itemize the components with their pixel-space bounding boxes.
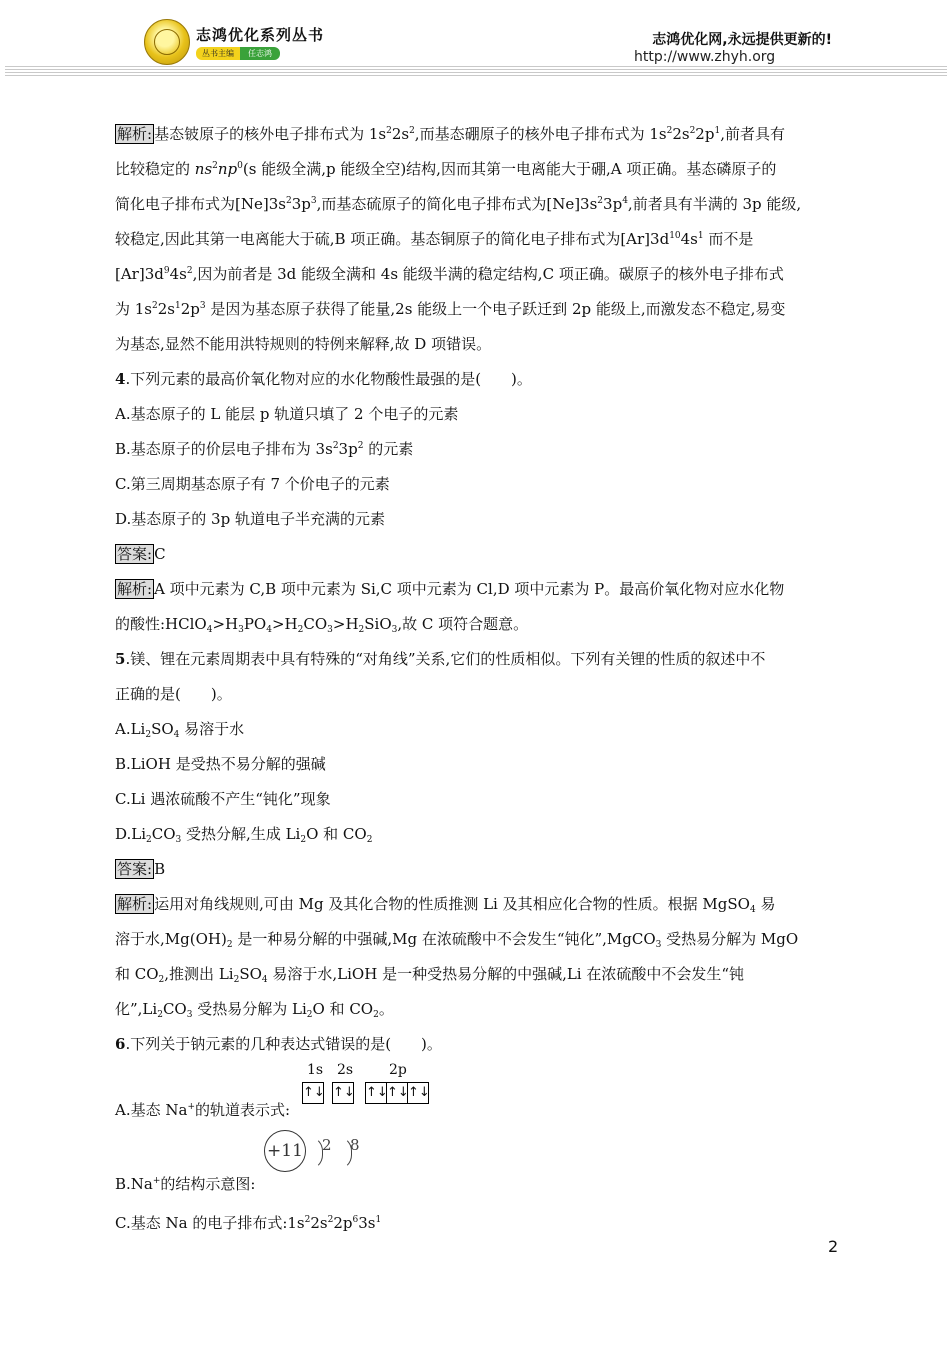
q6-option-c: C.基态 Na 的电子排布式$:1s^22s^22p^63s^1$ (115, 1214, 382, 1232)
orbital-box: ↑↓ (386, 1082, 408, 1104)
document-body (115, 117, 841, 1241)
q4-option-a: A.基态原子的 L 能层 p 轨道只填了 2 个电子的元素 (115, 405, 459, 423)
question-number: 5 (115, 650, 126, 668)
question-number: 6 (115, 1035, 126, 1053)
analysis-tag: 解析: (117, 125, 153, 143)
q3-analysis-line: 简化电子排布式为$[Ne]3s^23p^3$,而基态硫原子的简化电子排布式为$[Ne]3s^23p^4$,前者具有半满的 3p 能级, (115, 195, 802, 213)
q3-analysis-line: 为 $1s^22s^12p^3$ 是因为基态原子获得了能量,2s 能级上一个电子跃迁到 2p 能级上,而激发态不稳定,易变 (115, 300, 786, 318)
analysis-tag: 解析: (117, 895, 153, 913)
orbital-label-1s: 1s (307, 1062, 324, 1078)
q4-analysis-line: 的酸性$:HClO_4>H_3PO_4>H_2CO_3>H_2SiO_3$,故 C 项符合题意。 (115, 615, 529, 635)
q3-analysis-line: 比较稳定的 $ns^2np^0(s$ 能级全满,p 能级全空)结构,因而其第一电离能大于硼,A 项正确。基态磷原子的 (115, 160, 777, 178)
q5-stem: 正确的是( )。 (115, 685, 232, 703)
q5-analysis-line: 溶于水$,Mg(OH)_2$ 是一种易分解的中强碱,Mg 在浓硫酸中不会发生“钝化”,MgCO$_3$ 受热易分解为 MgO (115, 930, 799, 950)
q4-option-c: C.第三周期基态原子有 7 个价电子的元素 (115, 475, 390, 493)
site-slogan: 志鸿优化网,永远提供更新的! (652, 32, 832, 48)
q6-option-b: B.Na+的结构示意图: +11 2 8 (115, 1134, 841, 1206)
answer-tag: 答案: (117, 545, 153, 563)
q5-answer: 答案: B (117, 860, 166, 878)
q6-option-a: A.基态 Na+的轨道表示式: 1s 2s 2p ↑↓ ↑↓ ↑↓ ↑↓ ↑↓ (115, 1062, 430, 1119)
q3-analysis-line: $[Ar]3d^94s^2$,因为前者是 3d 能级全满和 4s 能级半满的稳定结构,C 项正确。碳原子的核外电子排布式 (115, 265, 784, 283)
electron-shell-arc (308, 1136, 323, 1170)
page-header (0, 0, 952, 80)
brand-name: 志鸿优化系列丛书 (196, 26, 325, 44)
orbital-box: ↑↓ (365, 1082, 387, 1104)
orbital-box: ↑↓ (332, 1082, 354, 1104)
orbital-box: ↑↓ (407, 1082, 429, 1104)
answer-tag: 答案: (117, 860, 153, 878)
q4-option-d: D.基态原子的 3p 轨道电子半充满的元素 (115, 510, 385, 528)
q5-stem: 5.镁、锂在元素周期表中具有特殊的“对角线”关系,它们的性质相似。下列有关锂的性质的叙述中不 (115, 650, 766, 668)
site-url[interactable]: http://www.zhyh.org (634, 49, 776, 65)
q4-option-b: B.基态原子的价层电子排布为 $3s^23p^2$ 的元素 (115, 440, 414, 458)
question-number: 4 (115, 370, 126, 388)
brand-tag-label: 丛书主编 (196, 47, 240, 60)
q4-stem: 4.下列元素的最高价氧化物对应的水化物酸性最强的是( )。 (115, 370, 532, 388)
analysis-tag: 解析: (117, 580, 153, 598)
electron-shell-count: 2 (322, 1136, 332, 1154)
q5-analysis-line: 和 $CO_2$,推测出 $Li_2SO_4$ 易溶于水,LiOH 是一种受热易分解的中强碱,Li 在浓硫酸中不会发生“钝 (115, 965, 745, 985)
orbital-label-2p: 2p (389, 1062, 407, 1078)
brand-logo-icon (144, 19, 190, 65)
q5-analysis-line: 解析: 运用对角线规则,可由 Mg 及其化合物的性质推测 Li 及其相应化合物的性质。根据 MgSO$_4$ 易 (117, 895, 776, 915)
q5-option-a: $A.Li_2SO_4$ 易溶于水 (115, 720, 245, 740)
q5-option-d: $D.Li_2CO_3$ 受热分解,生成 $Li_2O$ 和 $CO_2$ (115, 825, 373, 845)
brand-tag-name: 任志鸿 (240, 47, 280, 60)
q5-option-b: B.LiOH 是受热不易分解的强碱 (115, 755, 326, 773)
atom-nucleus: +11 (264, 1130, 306, 1172)
q5-option-c: C.Li 遇浓硫酸不产生“钝化”现象 (115, 790, 331, 808)
orbital-label-2s: 2s (337, 1062, 354, 1078)
brand-editor-tag (196, 47, 280, 60)
q5-analysis-line: 化$”,Li_2CO_3$ 受热易分解为 $Li_2O$ 和 $CO_2$。 (115, 1000, 394, 1020)
electron-shell-count: 8 (350, 1136, 360, 1154)
q3-analysis-line: 较稳定,因此其第一电离能大于硫,B 项正确。基态铜原子的简化电子排布式为$[Ar]3d^{10}4s^1$ 而不是 (115, 230, 754, 248)
page-number: 2 (828, 1237, 839, 1256)
q6-stem: 6.下列关于钠元素的几种表达式错误的是( )。 (115, 1035, 442, 1053)
q4-answer: 答案: C (117, 545, 166, 563)
orbital-box: ↑↓ (302, 1082, 324, 1104)
q4-analysis-line: 解析: A 项中元素为 C,B 项中元素为 Si,C 项中元素为 Cl,D 项中元素为 P。最高价氧化物对应水化物 (117, 580, 785, 598)
q3-analysis-line: 解析: 基态铍原子的核外电子排布式为 $1s^22s^2$,而基态硼原子的核外电子排布式为 $1s^22s^22p^1$,前者具有 (117, 125, 785, 143)
q3-analysis-line: 为基态,显然不能用洪特规则的特例来解释,故 D 项错误。 (115, 335, 492, 353)
header-divider (5, 66, 947, 78)
